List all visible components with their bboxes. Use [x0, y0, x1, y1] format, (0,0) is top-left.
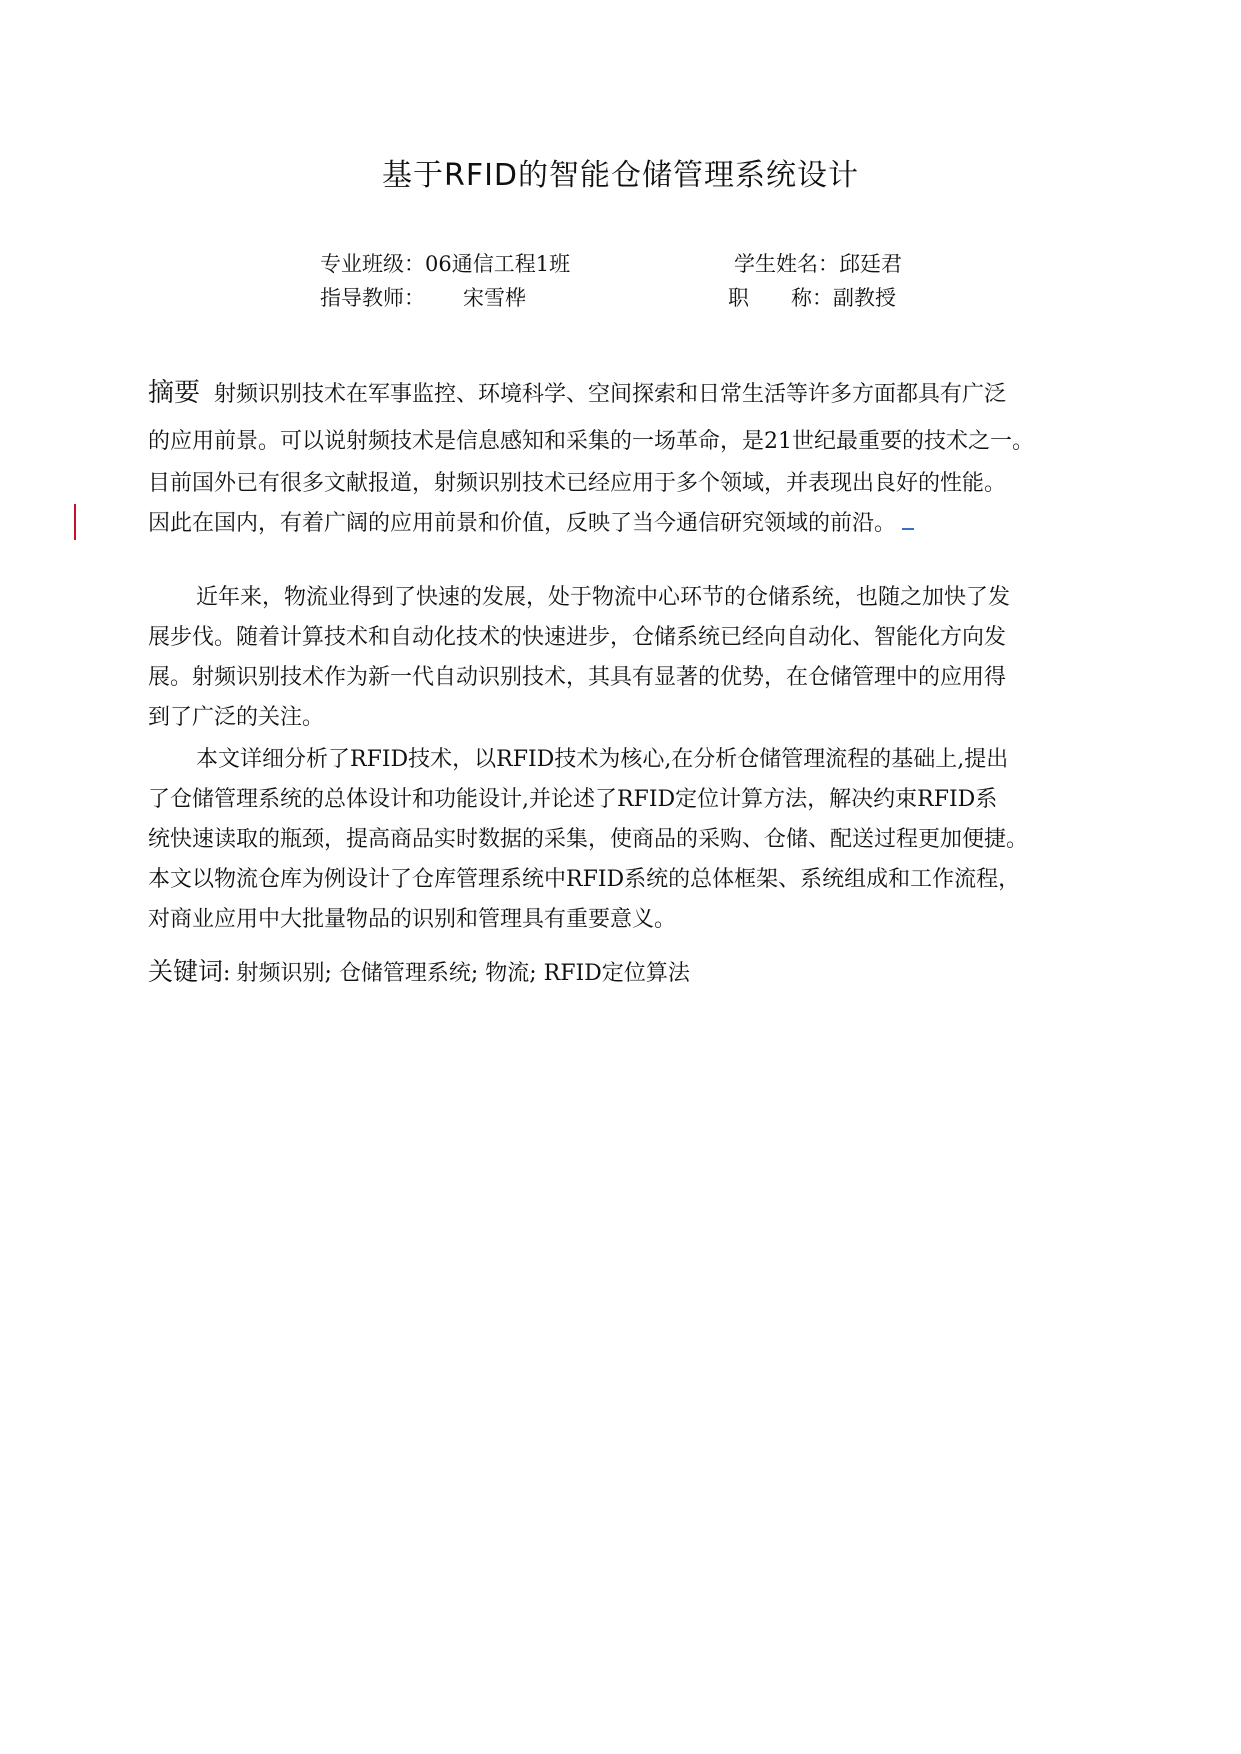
advisor-label: 指导教师：	[320, 286, 425, 310]
abstract-text: 因此在国内，有着广阔的应用前景和价值，反映了当今通信研究领域的前沿。	[148, 511, 897, 536]
abstract-line: 对商业应用中大批量物品的识别和管理具有重要意义。	[148, 907, 677, 932]
abstract-line	[148, 506, 914, 537]
keywords-value: 射频识别; 仓储管理系统; 物流; RFID定位算法	[236, 961, 690, 986]
keywords-line	[148, 952, 690, 988]
keywords-colon: :	[223, 961, 231, 986]
abstract-line: 的应用前景。可以说射频技术是信息感知和采集的一场革命，是21世纪最重要的技术之一。	[148, 429, 1034, 454]
rank-line	[728, 282, 896, 314]
student-value: 邱廷君	[839, 252, 902, 276]
abstract-line: 目前国外已有很多文献报道，射频识别技术已经应用于多个领域，并表现出良好的性能。	[148, 471, 1007, 496]
student-label: 学生姓名：	[734, 252, 839, 276]
abstract-line: 近年来，物流业得到了快速的发展，处于物流中心环节的仓储系统，也随之加快了发	[196, 585, 1011, 610]
major-line	[320, 248, 570, 280]
keywords-label: 关键词	[148, 957, 224, 986]
abstract-line: 了仓储管理系统的总体设计和功能设计,并论述了RFID定位计算方法，解决约束RFID系	[148, 787, 998, 812]
abstract-line: 本文以物流仓库为例设计了仓库管理系统中RFID系统的总体框架、系统组成和工作流程，	[148, 867, 1021, 892]
abstract-line: 展步伐。随着计算技术和自动化技术的快速进步，仓储系统已经向自动化、智能化方向发	[148, 625, 1007, 650]
abstract-line: 到了广泛的关注。	[148, 705, 325, 730]
rank-value: 副教授	[833, 286, 896, 310]
advisor-value: 宋雪桦	[463, 286, 526, 310]
major-value: 06通信工程1班	[425, 252, 571, 276]
abstract-line: 展。射频识别技术作为新一代自动识别技术，其具有显著的优势，在仓储管理中的应用得	[148, 665, 1007, 690]
student-line	[734, 248, 902, 280]
abstract-line	[148, 372, 1006, 409]
text-cursor-mark	[902, 510, 914, 530]
major-label: 专业班级：	[320, 252, 425, 276]
abstract-line: 统快速读取的瓶颈，提高商品实时数据的采集，使商品的采购、仓储、配送过程更加便捷。	[148, 827, 1029, 852]
rank-label: 职 称：	[728, 286, 833, 310]
document-title: 基于RFID的智能仓储管理系统设计	[381, 158, 860, 193]
revision-change-bar	[74, 504, 76, 540]
abstract-text: 射频识别技术在军事监控、环境科学、空间探索和日常生活等许多方面都具有广泛	[214, 382, 1007, 407]
abstract-heading: 摘要	[148, 378, 201, 408]
advisor-line	[320, 282, 526, 314]
abstract-line: 本文详细分析了RFID技术，以RFID技术为核心,在分析仓储管理流程的基础上,提出	[196, 747, 1009, 772]
